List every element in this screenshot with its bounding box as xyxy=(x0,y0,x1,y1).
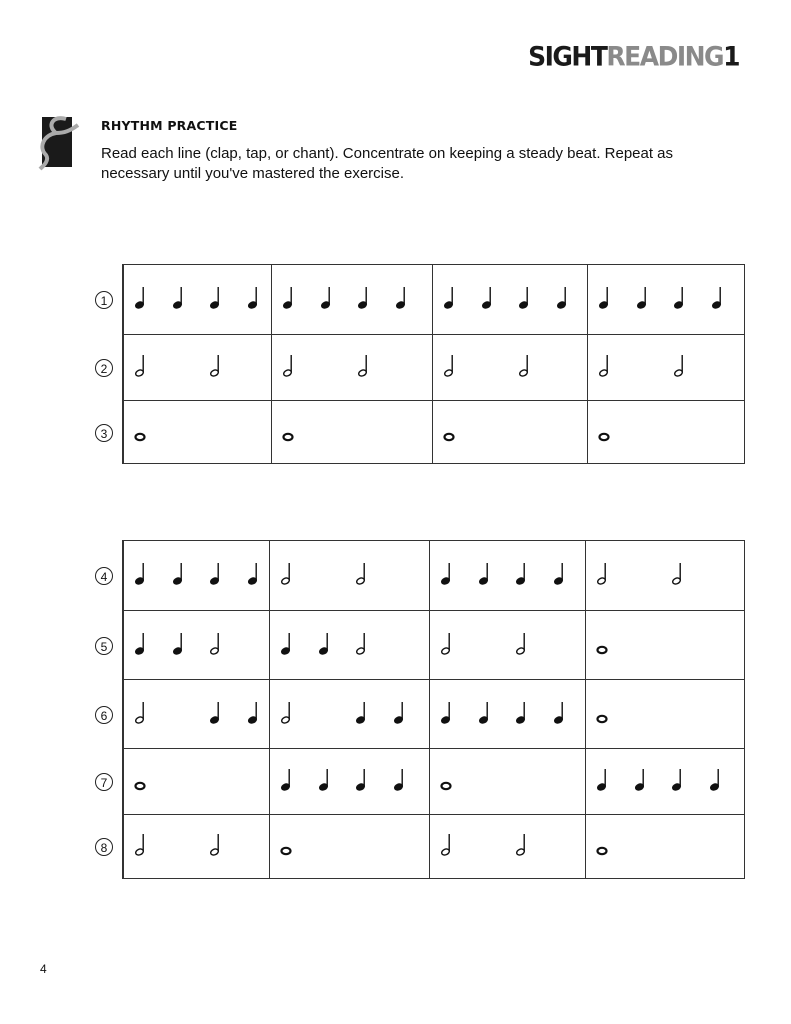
quarter-note-icon xyxy=(440,701,454,730)
half-note-icon xyxy=(355,562,369,591)
half-note-icon xyxy=(673,354,687,383)
line-number: 5 xyxy=(95,637,113,655)
quarter-note-icon xyxy=(318,632,332,661)
measure xyxy=(269,815,430,878)
whole-note-icon xyxy=(134,768,148,797)
quarter-note-icon xyxy=(556,286,570,315)
quarter-note-icon xyxy=(553,562,567,591)
page-number: 4 xyxy=(40,962,47,976)
whole-note-icon xyxy=(134,419,148,448)
quarter-note-icon xyxy=(280,768,294,797)
measure xyxy=(432,335,588,400)
half-note-icon xyxy=(282,354,296,383)
half-note-icon xyxy=(134,354,148,383)
quarter-note-icon xyxy=(282,286,296,315)
line-number: 4 xyxy=(95,567,113,585)
measure xyxy=(123,680,270,748)
measure xyxy=(271,401,433,463)
quarter-note-icon xyxy=(515,562,529,591)
quarter-note-icon xyxy=(209,286,223,315)
whole-note-icon xyxy=(598,419,612,448)
rhythm-line xyxy=(100,814,744,878)
measure xyxy=(271,265,433,334)
measure xyxy=(429,815,586,878)
measure xyxy=(585,815,747,878)
quarter-note-icon xyxy=(478,562,492,591)
quarter-note-icon xyxy=(134,562,148,591)
measure xyxy=(585,541,747,610)
quarter-note-icon xyxy=(393,701,407,730)
quarter-note-icon xyxy=(596,768,610,797)
half-note-icon xyxy=(355,632,369,661)
quarter-note-icon xyxy=(443,286,457,315)
half-note-icon xyxy=(209,354,223,383)
quarter-note-icon xyxy=(478,701,492,730)
line-number: 8 xyxy=(95,838,113,856)
whole-note-icon xyxy=(596,632,610,661)
measure xyxy=(123,335,272,400)
measure xyxy=(269,680,430,748)
quarter-note-icon xyxy=(355,701,369,730)
half-note-icon xyxy=(515,632,529,661)
half-note-icon xyxy=(280,701,294,730)
measure xyxy=(123,541,270,610)
quarter-note-icon xyxy=(134,632,148,661)
quarter-note-icon xyxy=(553,701,567,730)
quarter-note-icon xyxy=(440,562,454,591)
quarter-note-icon xyxy=(280,632,294,661)
rhythm-line xyxy=(100,541,744,610)
half-note-icon xyxy=(598,354,612,383)
half-note-icon xyxy=(134,833,148,862)
quarter-note-icon xyxy=(636,286,650,315)
measure xyxy=(269,611,430,679)
quarter-note-icon xyxy=(247,562,261,591)
instructions: Read each line (clap, tap, or chant). Concentrate on keeping a steady beat. Repeat as necessary until you've mastered the exercise. xyxy=(101,145,674,182)
quarter-note-icon xyxy=(393,768,407,797)
e-logo-icon xyxy=(42,117,72,167)
measure xyxy=(269,541,430,610)
measure xyxy=(585,611,747,679)
series-title xyxy=(528,41,739,71)
quarter-note-icon xyxy=(355,768,369,797)
quarter-note-icon xyxy=(318,768,332,797)
line-number: 1 xyxy=(95,291,113,309)
quarter-note-icon xyxy=(172,286,186,315)
measure xyxy=(432,401,588,463)
measure xyxy=(123,401,272,463)
quarter-note-icon xyxy=(172,632,186,661)
line-number: 6 xyxy=(95,706,113,724)
half-note-icon xyxy=(134,701,148,730)
measure xyxy=(587,265,747,334)
measure xyxy=(269,749,430,814)
rhythm-line xyxy=(100,334,744,400)
brand-dark: SIGHT xyxy=(528,41,607,72)
measure xyxy=(429,680,586,748)
half-note-icon xyxy=(596,562,610,591)
measure xyxy=(429,611,586,679)
measure xyxy=(429,749,586,814)
half-note-icon xyxy=(440,632,454,661)
rhythm-line xyxy=(100,679,744,748)
measure xyxy=(587,335,747,400)
half-note-icon xyxy=(209,632,223,661)
brand-light: READING xyxy=(606,41,724,72)
whole-note-icon xyxy=(440,768,454,797)
quarter-note-icon xyxy=(395,286,409,315)
quarter-note-icon xyxy=(481,286,495,315)
rhythm-grid-1 xyxy=(100,264,745,464)
half-note-icon xyxy=(671,562,685,591)
quarter-note-icon xyxy=(320,286,334,315)
quarter-note-icon xyxy=(518,286,532,315)
whole-note-icon xyxy=(280,833,294,862)
rhythm-line xyxy=(100,400,744,463)
rhythm-line xyxy=(100,265,744,334)
quarter-note-icon xyxy=(515,701,529,730)
measure xyxy=(123,749,270,814)
line-number: 2 xyxy=(95,359,113,377)
half-note-icon xyxy=(357,354,371,383)
quarter-note-icon xyxy=(598,286,612,315)
measure xyxy=(432,265,588,334)
quarter-note-icon xyxy=(209,701,223,730)
quarter-note-icon xyxy=(247,701,261,730)
quarter-note-icon xyxy=(673,286,687,315)
measure xyxy=(585,749,747,814)
quarter-note-icon xyxy=(671,768,685,797)
measure xyxy=(585,680,747,748)
half-note-icon xyxy=(518,354,532,383)
half-note-icon xyxy=(280,562,294,591)
whole-note-icon xyxy=(443,419,457,448)
whole-note-icon xyxy=(596,833,610,862)
quarter-note-icon xyxy=(357,286,371,315)
whole-note-icon xyxy=(282,419,296,448)
half-note-icon xyxy=(443,354,457,383)
brand-number: 1 xyxy=(723,41,739,72)
quarter-note-icon xyxy=(172,562,186,591)
rhythm-grid-2 xyxy=(100,540,745,879)
half-note-icon xyxy=(515,833,529,862)
half-note-icon xyxy=(209,833,223,862)
line-number: 3 xyxy=(95,424,113,442)
rhythm-line xyxy=(100,748,744,814)
measure xyxy=(587,401,747,463)
quarter-note-icon xyxy=(709,768,723,797)
measure xyxy=(123,815,270,878)
quarter-note-icon xyxy=(247,286,261,315)
whole-note-icon xyxy=(596,701,610,730)
measure xyxy=(429,541,586,610)
rhythm-line xyxy=(100,610,744,679)
quarter-note-icon xyxy=(209,562,223,591)
section-title: RHYTHM PRACTICE xyxy=(101,118,238,133)
measure xyxy=(271,335,433,400)
quarter-note-icon xyxy=(634,768,648,797)
quarter-note-icon xyxy=(134,286,148,315)
half-note-icon xyxy=(440,833,454,862)
quarter-note-icon xyxy=(711,286,725,315)
measure xyxy=(123,611,270,679)
measure xyxy=(123,265,272,334)
line-number: 7 xyxy=(95,773,113,791)
